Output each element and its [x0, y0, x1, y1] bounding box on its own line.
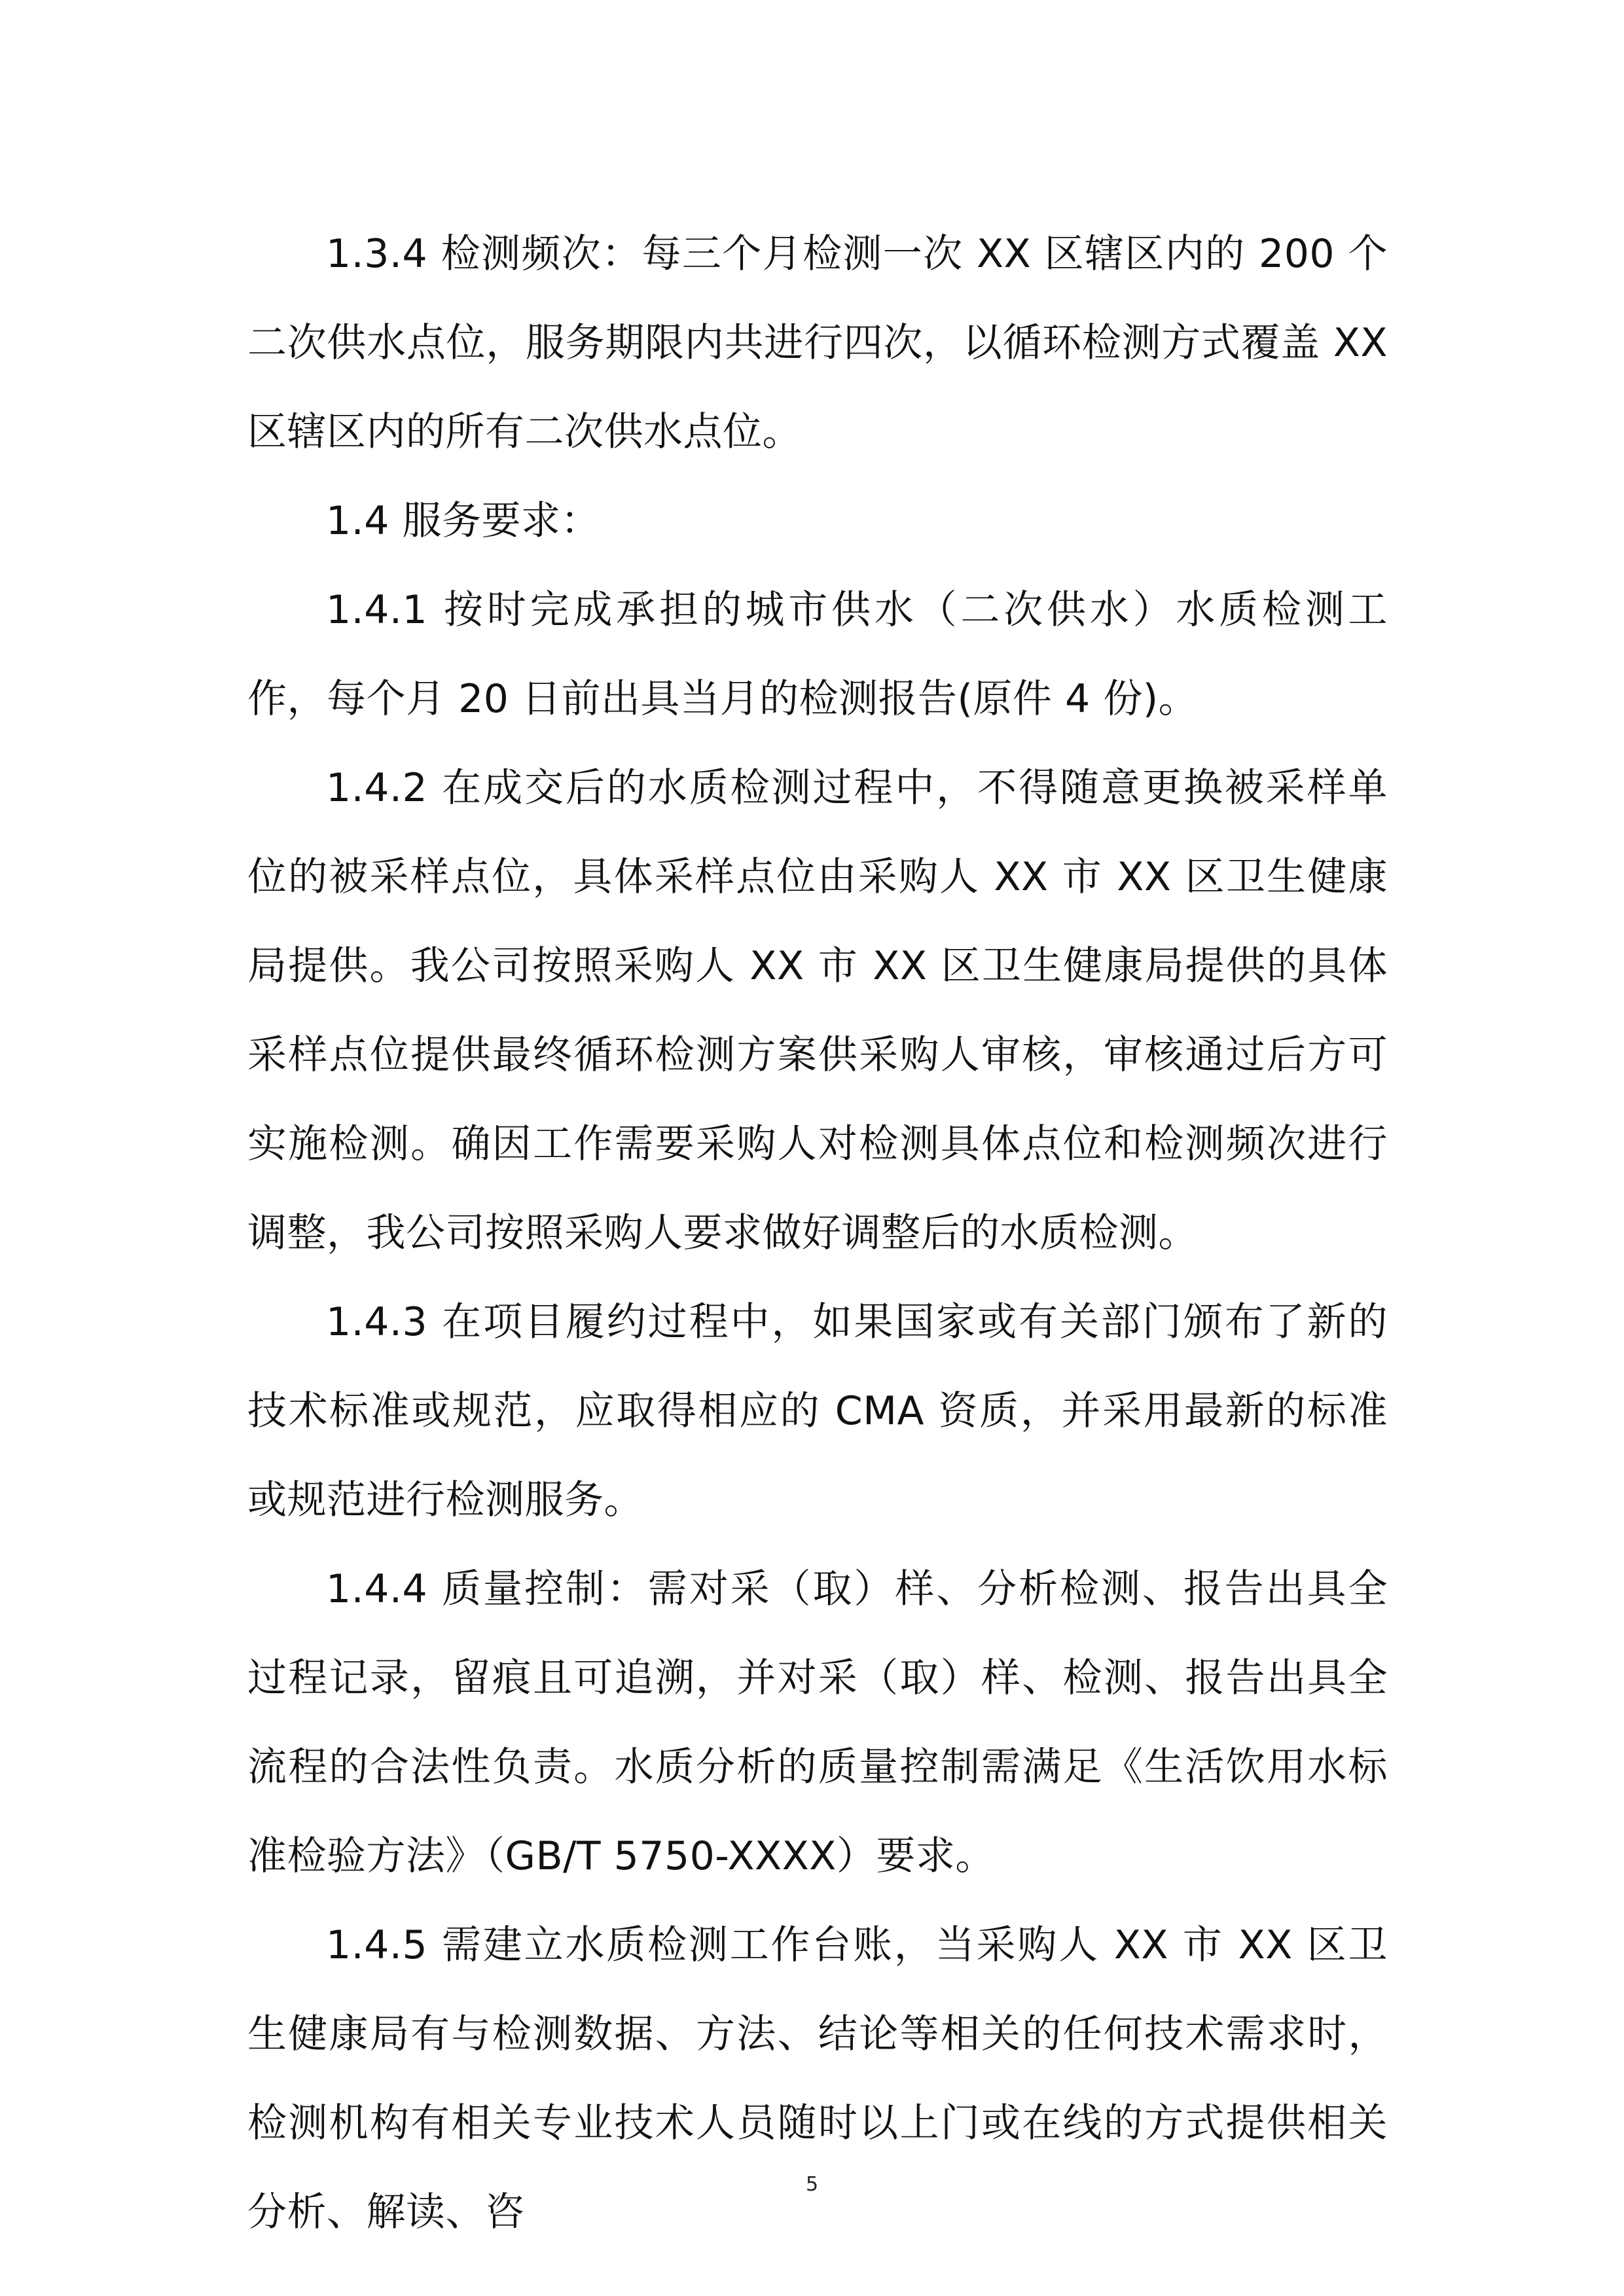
- paragraph-1-4-1: 1.4.1 按时完成承担的城市供水（二次供水）水质检测工作，每个月 20 日前出具当月的检测报告(原件 4 份)。: [247, 587, 1388, 722]
- paragraph-1-4: 1.4 服务要求：: [326, 498, 600, 544]
- paragraph-1-4-4: 1.4.4 质量控制：需对采（取）样、分析检测、报告出具全过程记录，留痕且可追溯，并对采（取）样、检测、报告出具全流程的合法性负责。水质分析的质量控制需满足《生活饮用水标准检验方法》（GB/T 5750-XXXX）要求。: [247, 1566, 1388, 1879]
- paragraph-1-4-3: 1.4.3 在项目履约过程中，如果国家或有关部门颁布了新的技术标准或规范，应取得相应的 CMA 资质，并采用最新的标准或规范进行检测服务。: [247, 1299, 1388, 1523]
- document-body: [247, 209, 1388, 2257]
- paragraph-1-3-4: 1.3.4 检测频次：每三个月检测一次 XX 区辖区内的 200 个二次供水点位，服务期限内共进行四次，以循环检测方式覆盖 XX 区辖区内的所有二次供水点位。: [247, 231, 1388, 455]
- paragraph-1-4-5: 1.4.5 需建立水质检测工作台账，当采购人 XX 市 XX 区卫生健康局有与检测数据、方法、结论等相关的任何技术需求时，检测机构有相关专业技术人员随时以上门或在线的方式提供相关分析、解读、咨: [247, 1922, 1388, 2235]
- paragraph-1-4-2: 1.4.2 在成交后的水质检测过程中，不得随意更换被采样单位的被采样点位，具体采样点位由采购人 XX 市 XX 区卫生健康局提供。我公司按照采购人 XX 市 XX 区卫生健康局提供的具体采样点位提供最终循环检测方案供采购人审核，审核通过后方可实施检测。确因工作需要采购人对检测具体点位和检测频次进行调整，我公司按照采购人要求做好调整后的水质检测。: [247, 765, 1388, 1256]
- page-number: 5: [805, 2173, 819, 2196]
